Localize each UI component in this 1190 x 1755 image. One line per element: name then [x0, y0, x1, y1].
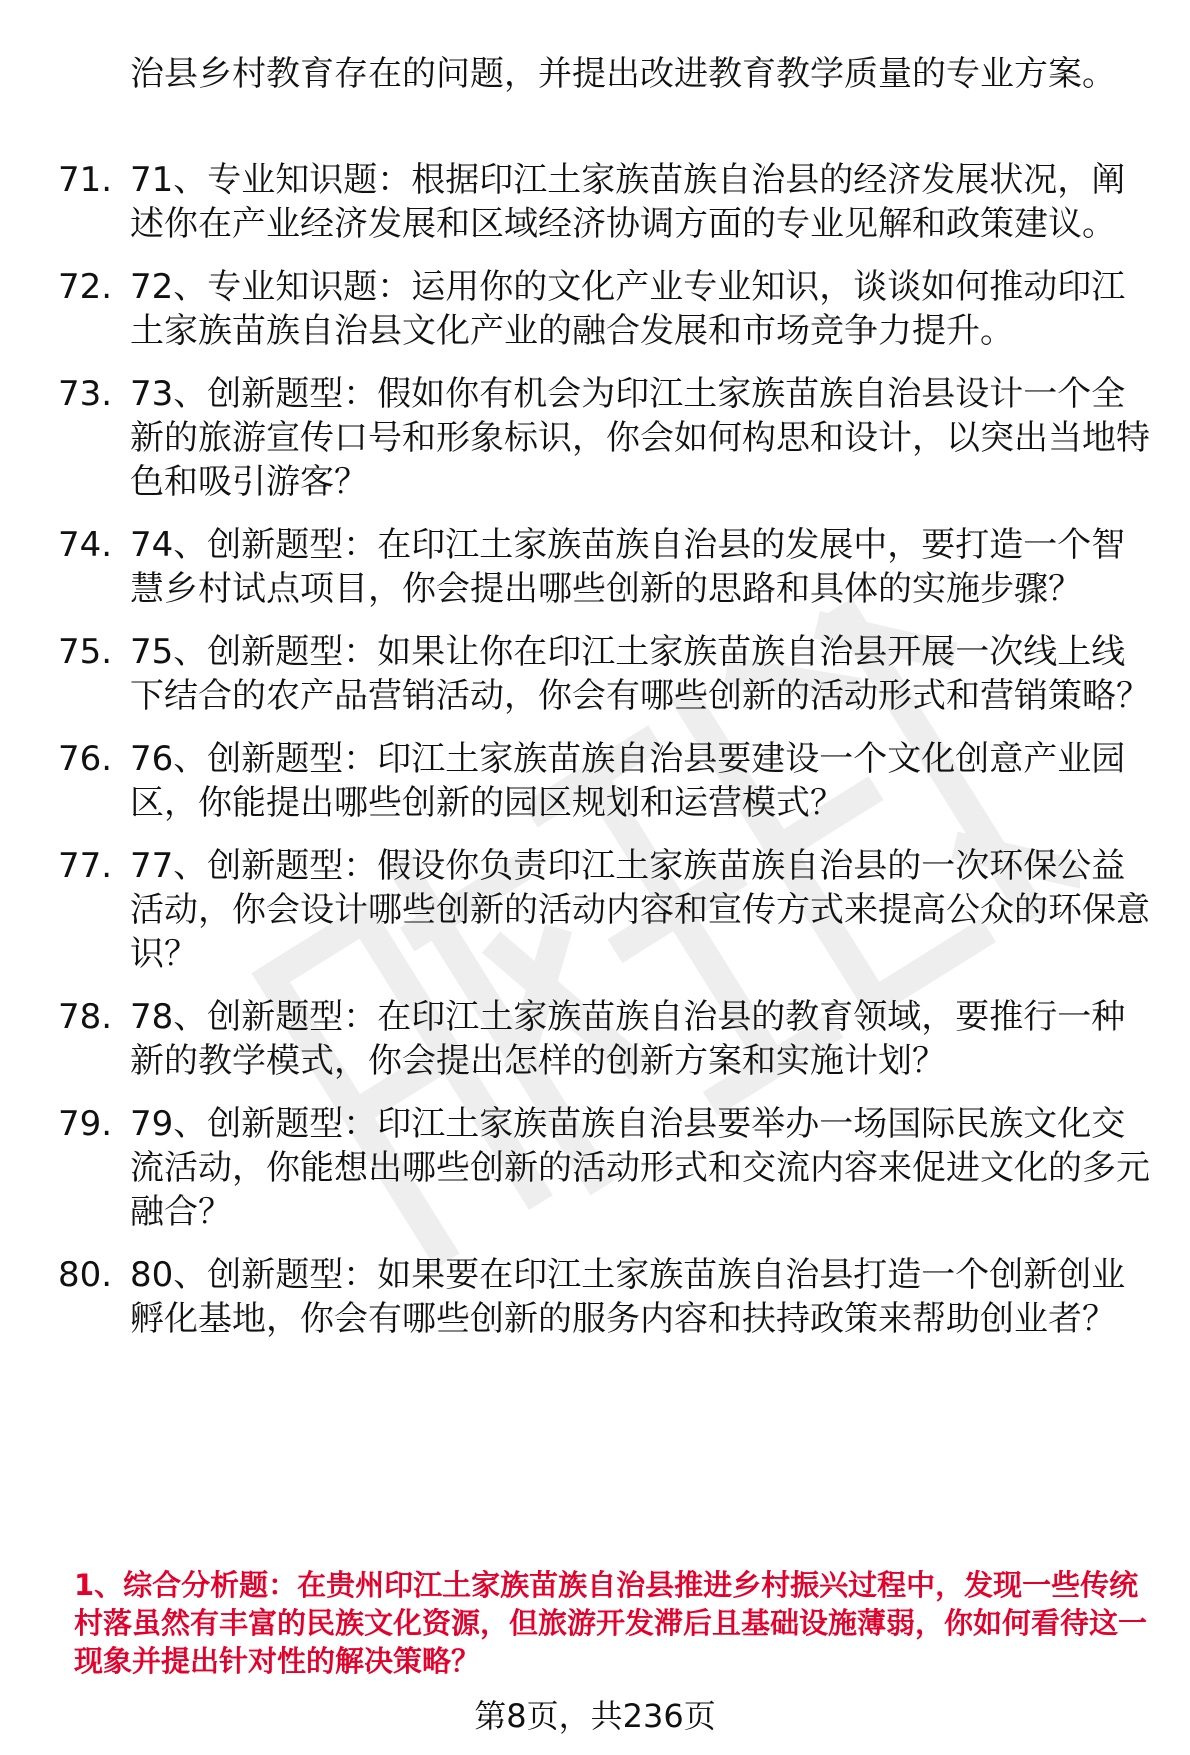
item-number: 71. — [58, 160, 113, 200]
highlighted-question: 1、综合分析题：在贵州印江土家族苗族自治县推进乡村振兴过程中，发现一些传统村落虽然有丰富的民族文化资源，但旅游开发滞后且基础设施薄弱，你如何看待这一现象并提出针对性的解决策略？ — [74, 1568, 1148, 1678]
item-number: 76. — [58, 739, 113, 779]
list-item — [0, 265, 1190, 353]
item-number: 72. — [58, 267, 113, 307]
item-number: 79. — [58, 1104, 113, 1144]
continuation-text: 治县乡村教育存在的问题，并提出改进教育教学质量的专业方案。 — [130, 54, 1116, 94]
list-item — [0, 372, 1190, 504]
list-item — [0, 844, 1190, 976]
page-number-footer: 第8页，共236页 — [474, 1697, 716, 1735]
item-number: 75. — [58, 632, 113, 672]
item-number: 78. — [58, 997, 113, 1037]
question-text: 76、创新题型：印江土家族苗族自治县要建设一个文化创意产业园区，你能提出哪些创新的园区规划和运营模式？ — [130, 739, 1126, 823]
item-number: 74. — [58, 525, 113, 565]
item-number: 80. — [58, 1255, 113, 1295]
question-text: 78、创新题型：在印江土家族苗族自治县的教育领域，要推行一种新的教学模式，你会提出怎样的创新方案和实施计划？ — [130, 997, 1126, 1081]
question-text: 73、创新题型：假如你有机会为印江土家族苗族自治县设计一个全新的旅游宣传口号和形象标识，你会如何构思和设计，以突出当地特色和吸引游客？ — [130, 374, 1150, 502]
question-text: 75、创新题型：如果让你在印江土家族苗族自治县开展一次线上线下结合的农产品营销活动，你会有哪些创新的活动形式和营销策略？ — [130, 632, 1150, 716]
question-text: 74、创新题型：在印江土家族苗族自治县的发展中，要打造一个智慧乡村试点项目，你会提出哪些创新的思路和具体的实施步骤？ — [130, 525, 1126, 609]
list-item — [0, 995, 1190, 1083]
question-text: 80、创新题型：如果要在印江土家族苗族自治县打造一个创新创业孵化基地，你会有哪些创新的服务内容和扶持政策来帮助创业者？ — [130, 1255, 1126, 1339]
list-item — [0, 158, 1190, 246]
list-item — [0, 523, 1190, 611]
question-text: 79、创新题型：印江土家族苗族自治县要举办一场国际民族文化交流活动，你能想出哪些创新的活动形式和交流内容来促进文化的多元融合？ — [130, 1104, 1150, 1232]
list-item — [0, 737, 1190, 825]
list-item — [0, 630, 1190, 718]
list-item — [0, 1102, 1190, 1234]
question-list — [0, 158, 1190, 1360]
item-number: 77. — [58, 846, 113, 886]
question-text: 71、专业知识题：根据印江土家族苗族自治县的经济发展状况，阐述你在产业经济发展和区域经济协调方面的专业见解和政策建议。 — [130, 160, 1126, 244]
question-text: 77、创新题型：假设你负责印江土家族苗族自治县的一次环保公益活动，你会设计哪些创新的活动内容和宣传方式来提高公众的环保意识？ — [130, 846, 1150, 974]
list-item — [0, 1253, 1190, 1341]
item-number: 73. — [58, 374, 113, 414]
question-text: 72、专业知识题：运用你的文化产业专业知识，谈谈如何推动印江土家族苗族自治县文化产业的融合发展和市场竞争力提升。 — [130, 267, 1126, 351]
